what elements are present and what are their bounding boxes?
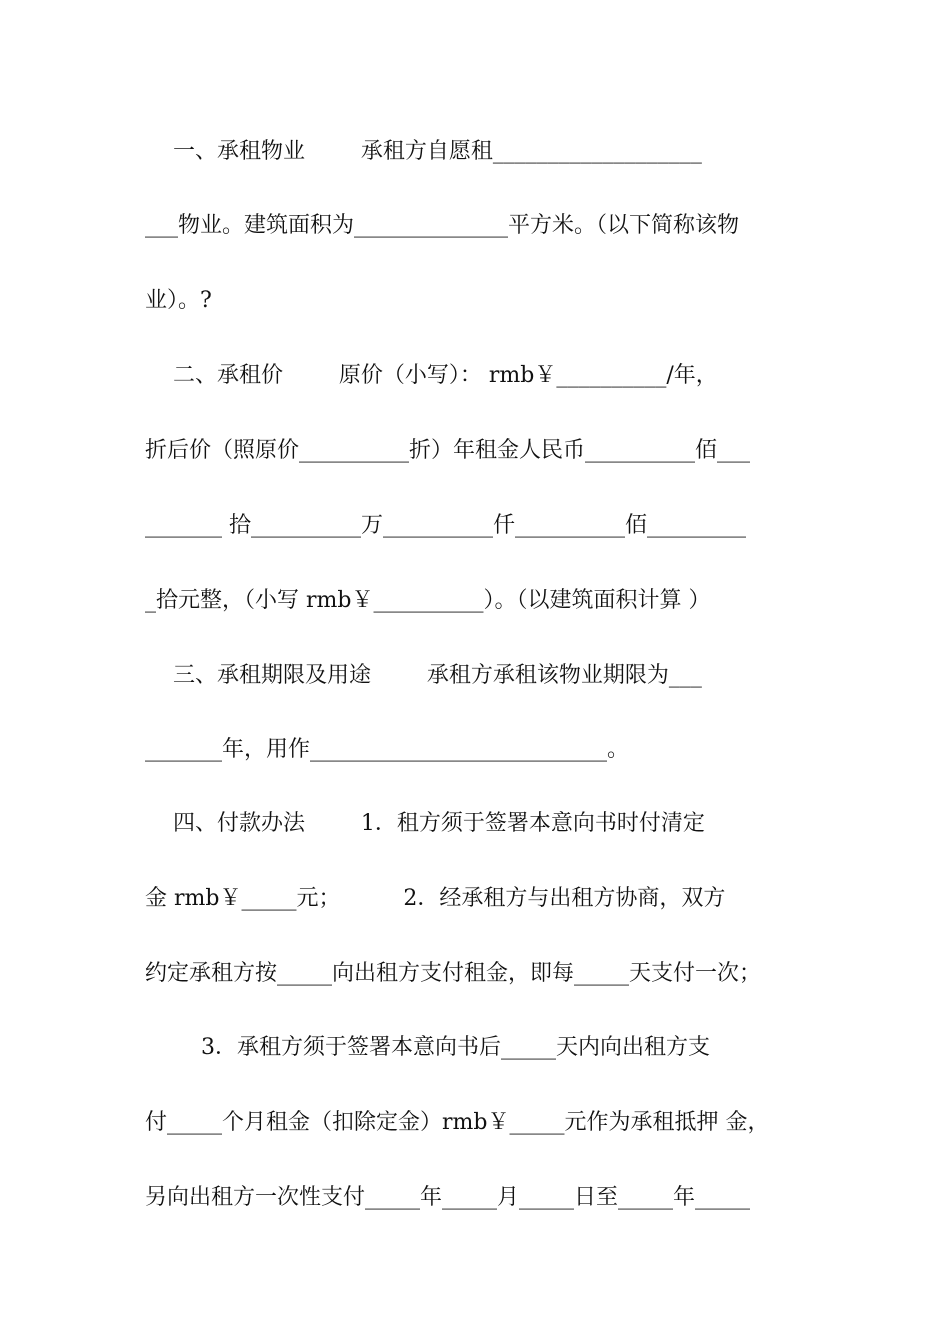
text-line: 一、承租物业 承租方自愿租___________________ <box>145 139 702 164</box>
text-line: 折后价（照原价__________折）年租金人民币__________佰___ <box>145 438 751 463</box>
text-line: 四、付款办法 1．租方须于签署本意向书时付清定 <box>145 811 705 836</box>
text-line: 3．承租方须于签署本意向书后_____天内向出租方支 <box>145 1035 710 1060</box>
text-line: 约定承租方按_____向出租方支付租金，即每_____天支付一次； <box>145 961 762 986</box>
text-line: _拾元整，（小写 rmb￥__________）。（以建筑面积计算 ） <box>145 588 711 613</box>
text-line: 金 rmb￥_____元； 2．经承租方与出租方协商，双方 <box>145 886 726 911</box>
text-line: _______ 拾__________万__________仟__________佰_________ <box>145 513 746 538</box>
text-line: 付_____个月租金（扣除定金）rmb￥_____元作为承租抵押 金， <box>145 1110 770 1135</box>
text-line: ___物业。建筑面积为______________平方米。（以下简称该物 <box>145 213 740 238</box>
text-line: 业）。? <box>145 288 212 313</box>
text-line: 三、承租期限及用途 承租方承租该物业期限为___ <box>145 663 702 688</box>
text-line: 另向出租方一次性支付_____年_____月_____日至_____年_____ <box>145 1185 751 1210</box>
text-line: _______年，用作___________________________。 <box>145 737 630 762</box>
text-line: 二、承租价 原价（小写）： rmb￥__________/年， <box>145 363 718 388</box>
